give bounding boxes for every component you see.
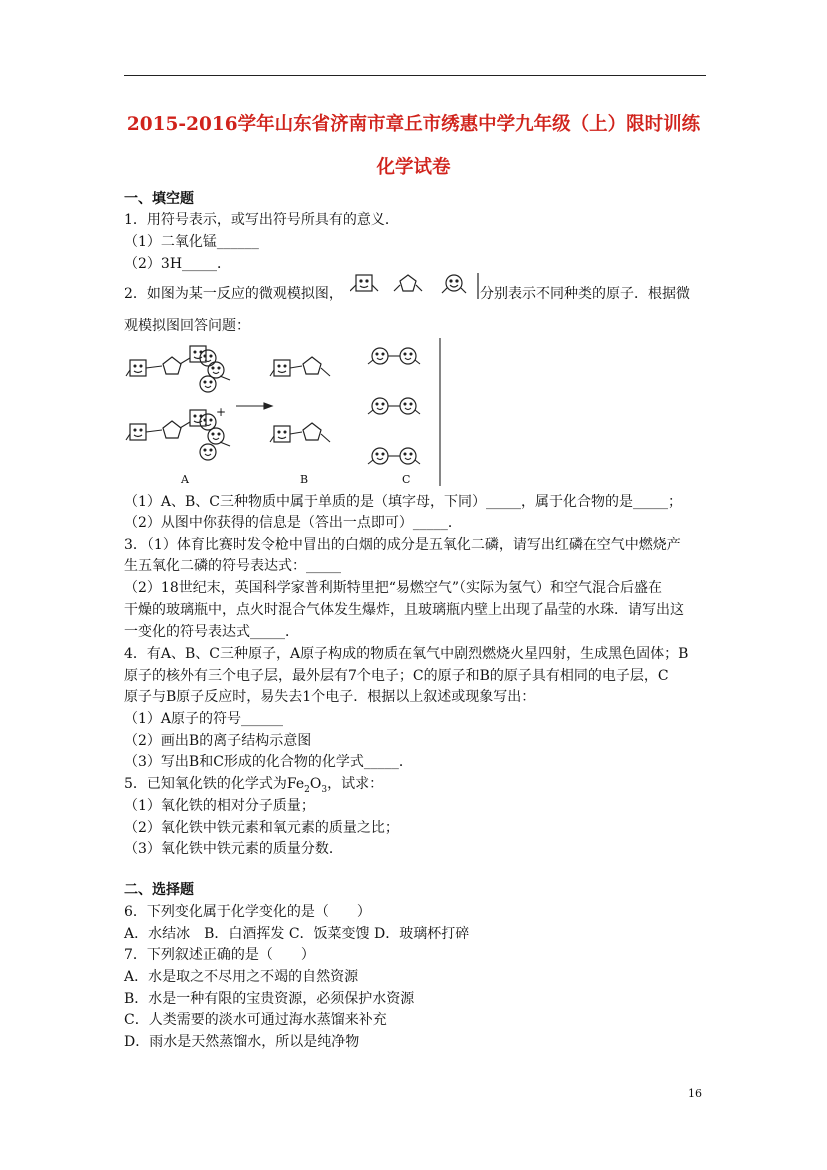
q5-stem-start: 5．已知氧化铁的化学式为Fe [124, 776, 305, 792]
section-heading-fill-blank: 一、填空题 [124, 191, 194, 207]
q7-option-a: A．水是取之不尽用之不竭的自然资源 [124, 969, 359, 985]
q3-line-3: （2）18世纪末，英国科学家普利斯特里把“易燃空气”（实际为氢气）和空气混合后盛在 [124, 580, 663, 596]
q1-part-1: （1）二氧化锰______ [124, 234, 259, 250]
reaction-diagram [124, 336, 444, 488]
document-title: 2015-2016学年山东省济南市章丘市绣惠中学九年级（上）限时训练 [126, 114, 701, 135]
q1-stem: 1．用符号表示，或写出符号所具有的意义． [124, 212, 399, 228]
q2-part-1: （1）A、B、C三种物质中属于单质的是（填字母，下同）_____，属于化合物的是_____； [124, 494, 683, 510]
label-b: B [300, 473, 309, 486]
q7-stem: 7．下列叙述正确的是（ ） [124, 947, 315, 963]
q3-line-1: 3．（1）体育比赛时发令枪中冒出的白烟的成分是五氧化二磷，请写出红磷在空气中燃烧产 [124, 537, 681, 553]
q1-part-2: （2）3H_____． [124, 256, 232, 272]
q5-part-1: （1）氧化铁的相对分子质量； [124, 798, 315, 814]
q4-part-2: （2）画出B的离子结构示意图 [124, 733, 312, 749]
q4-part-3: （3）写出B和C形成的化合物的化学式_____． [124, 754, 413, 770]
q7-option-b: B．水是一种有限的宝贵资源，必须保护水资源 [124, 991, 415, 1007]
q4-line-3: 原子与B原子反应时，易失去1个电子．根据以上叙述或现象写出： [124, 689, 536, 705]
q3-line-4: 干燥的玻璃瓶中，点火时混合气体发生爆炸，且玻璃瓶内壁上出现了晶莹的水珠．请写出这 [124, 602, 684, 618]
q5-part-2: （2）氧化铁中铁元素和氧元素的质量之比； [124, 820, 399, 836]
q5-subscript-1: 2 [304, 784, 310, 795]
q5-stem-end: ，试求： [327, 776, 384, 792]
page-number: 16 [688, 1087, 702, 1100]
label-a: A [181, 473, 189, 486]
q7-option-d: D．雨水是天然蒸馏水，所以是纯净物 [124, 1034, 360, 1050]
section-heading-choice: 二、选择题 [124, 882, 194, 898]
q2-stem-line [124, 286, 343, 302]
atom-legend-icons [350, 271, 480, 303]
q6-stem: 6．下列变化属于化学变化的是（ ） [124, 904, 371, 920]
q2-stem-start: 2．如图为某一反应的微观模拟图， [124, 286, 343, 302]
q5-formula-o: O [309, 776, 322, 792]
q5-stem [124, 776, 383, 798]
q2-stem-line2: 观模拟图回答问题： [124, 318, 250, 334]
document-subtitle: 化学试卷 [376, 157, 451, 178]
q7-option-c: C．人类需要的淡水可通过海水蒸馏来补充 [124, 1012, 387, 1028]
q5-subscript-2: 3 [321, 784, 328, 795]
plus-sign: + [216, 405, 227, 419]
q3-line-5: 一变化的符号表达式_____． [124, 624, 299, 640]
q4-part-1: （1）A原子的符号______ [124, 711, 284, 727]
q6-options: A．水结冰 B．白酒挥发 C．饭菜变馊 D．玻璃杯打碎 [124, 926, 470, 942]
q2-stem-end: 分别表示不同种类的原子．根据微 [480, 286, 690, 302]
q4-line-2: 原子的核外有三个电子层，最外层有7个电子；C的原子和B的原子具有相同的电子层，C [124, 668, 669, 684]
q3-line-2: 生五氧化二磷的符号表达式：_____ [124, 558, 341, 574]
label-c: C [402, 473, 411, 486]
q4-line-1: 4．有A、B、C三种原子，A原子构成的物质在氧气中剧烈燃烧火星四射，生成黑色固体；B [124, 646, 689, 662]
q5-part-3: （3）氧化铁中铁元素的质量分数． [124, 841, 343, 857]
header-rule [124, 75, 706, 76]
q2-part-2: （2）从图中你获得的信息是（答出一点即可）_____． [124, 515, 462, 531]
